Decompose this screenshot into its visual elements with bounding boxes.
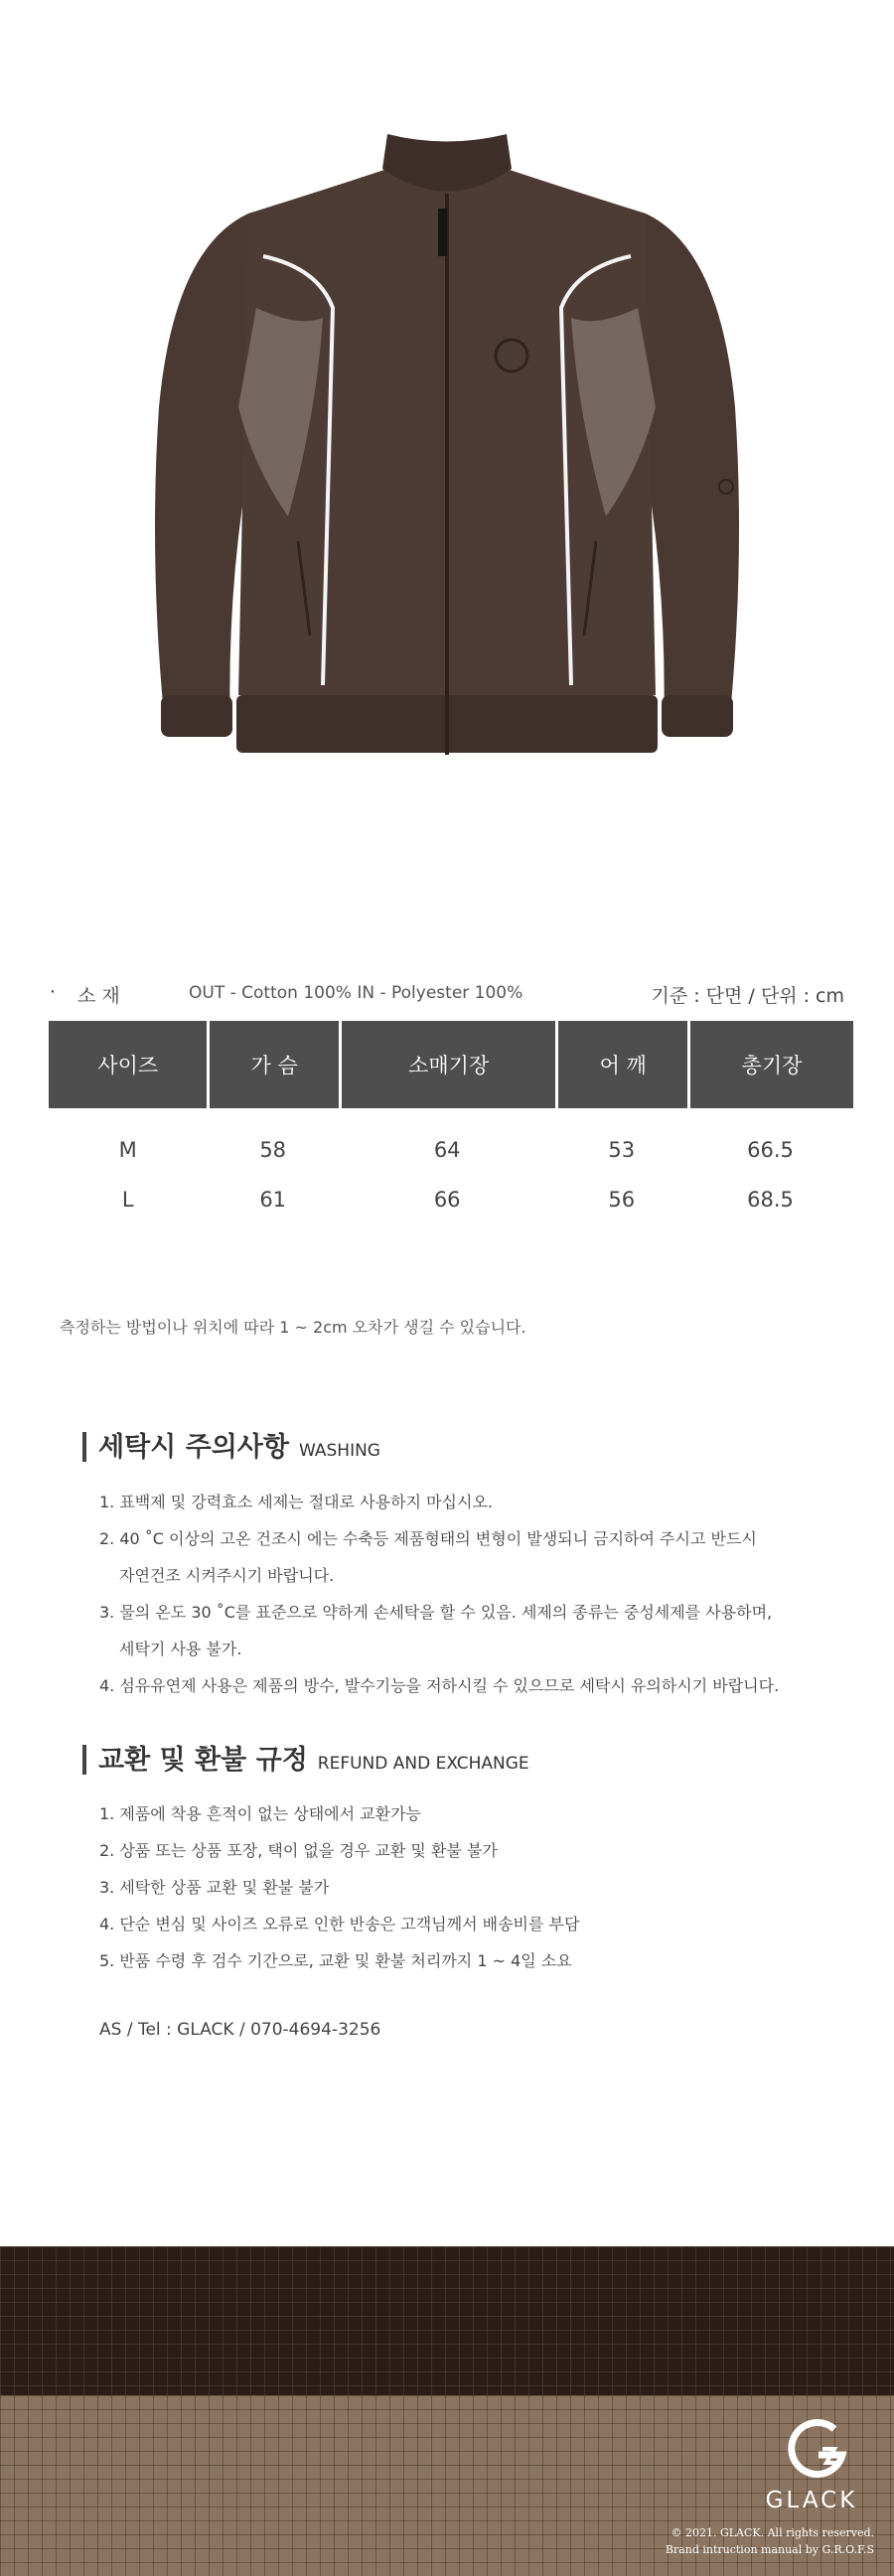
measurement-standard: 기준 : 단면 / 단위 : cm bbox=[651, 985, 844, 1007]
table-cell: 66 bbox=[433, 1188, 461, 1212]
table-row bbox=[49, 1108, 853, 1175]
table-cell: 53 bbox=[608, 1138, 636, 1162]
table-header-row bbox=[49, 1021, 853, 1108]
material-label: 소재 bbox=[77, 985, 126, 1007]
list-item: 4. 섬유유연제 사용은 제품의 방수, 발수기능을 저하시킬 수 있으므로 세탁시 유의하시기 바랍니다. bbox=[99, 1676, 780, 1695]
size-table bbox=[49, 1021, 853, 1224]
refund-title: 교환 및 환불 규정 bbox=[98, 1745, 308, 1776]
list-item: 3. 세탁한 상품 교환 및 환불 불가 bbox=[99, 1878, 330, 1897]
table-cell: 61 bbox=[259, 1188, 287, 1212]
list-item: 2. 40 ˚C 이상의 고온 건조시 에는 수축등 제품형태의 변형이 발생되니 금지하여 주시고 반드시 bbox=[99, 1529, 757, 1548]
right-cuff bbox=[662, 695, 733, 737]
list-item: 1. 제품에 착용 흔적이 없는 상태에서 교환가능 bbox=[99, 1804, 421, 1823]
table-cell: 66.5 bbox=[747, 1138, 794, 1162]
footer-copyright bbox=[666, 2524, 874, 2558]
copyright-text: © 2021. GLACK. All rights reserved. bbox=[670, 2526, 874, 2539]
table-cell: L bbox=[121, 1188, 134, 1212]
list-item: 자연건조 시켜주시기 바랍니다. bbox=[119, 1566, 335, 1585]
table-cell: 68.5 bbox=[747, 1188, 794, 1212]
credit-text: Brand intruction manual by G.R.O.F.S bbox=[665, 2543, 874, 2556]
washing-title: 세탁시 주의사항 bbox=[98, 1432, 289, 1463]
heading-bar bbox=[82, 1745, 86, 1775]
list-item: 2. 상품 또는 상품 포장, 택이 없을 경우 교환 및 환불 불가 bbox=[99, 1841, 498, 1860]
header-total-length: 총기장 bbox=[687, 1021, 853, 1108]
as-contact: AS / Tel : GLACK / 070-4694-3256 bbox=[99, 2020, 381, 2040]
brand-name: GLACK bbox=[765, 2488, 858, 2513]
header-sleeve-length: 소매기장 bbox=[339, 1021, 556, 1108]
product-image bbox=[0, 0, 894, 894]
refund-list bbox=[99, 1795, 579, 1979]
table-cell: 56 bbox=[608, 1188, 636, 1212]
header-shoulder: 어 깨 bbox=[555, 1021, 687, 1108]
list-item: 5. 반품 수령 후 검수 기간으로, 교환 및 환불 처리까지 1 ~ 4일 소요 bbox=[99, 1951, 572, 1970]
bullet-icon: · bbox=[50, 981, 57, 1003]
glack-logo-icon bbox=[783, 2415, 852, 2485]
list-item: 3. 물의 온도 30 ˚C를 표준으로 약하게 손세탁을 할 수 있음. 세제의 종류는 중성세제를 사용하며, bbox=[99, 1603, 773, 1622]
list-item: 4. 단순 변심 및 사이즈 오류로 인한 반송은 고객님께서 배송비를 부담 bbox=[99, 1915, 580, 1933]
fabric-composition: OUT - Cotton 100% IN - Polyester 100% bbox=[189, 983, 523, 1003]
washing-list bbox=[99, 1484, 779, 1704]
material-row bbox=[50, 981, 844, 1011]
measurement-note: 측정하는 방법이나 위치에 따라 1 ~ 2cm 오차가 생길 수 있습니다. bbox=[60, 1318, 526, 1337]
table-cell: 64 bbox=[433, 1138, 461, 1162]
table-cell: M bbox=[118, 1138, 137, 1162]
jacket-illustration bbox=[0, 0, 894, 894]
collar-label bbox=[438, 209, 447, 256]
washing-title-en: WASHING bbox=[298, 1441, 380, 1461]
left-cuff bbox=[161, 695, 232, 737]
list-item: 세탁기 사용 불가. bbox=[119, 1640, 242, 1658]
heading-bar bbox=[82, 1432, 86, 1462]
table-row bbox=[49, 1175, 853, 1224]
refund-heading bbox=[82, 1743, 529, 1777]
table-cell: 58 bbox=[259, 1138, 287, 1162]
header-chest: 가 슴 bbox=[207, 1021, 339, 1108]
header-size: 사이즈 bbox=[49, 1021, 207, 1108]
list-item: 1. 표백제 및 강력효소 세제는 절대로 사용하지 마십시오. bbox=[99, 1493, 493, 1511]
refund-title-en: REFUND AND EXCHANGE bbox=[317, 1754, 529, 1774]
washing-heading bbox=[82, 1430, 380, 1464]
